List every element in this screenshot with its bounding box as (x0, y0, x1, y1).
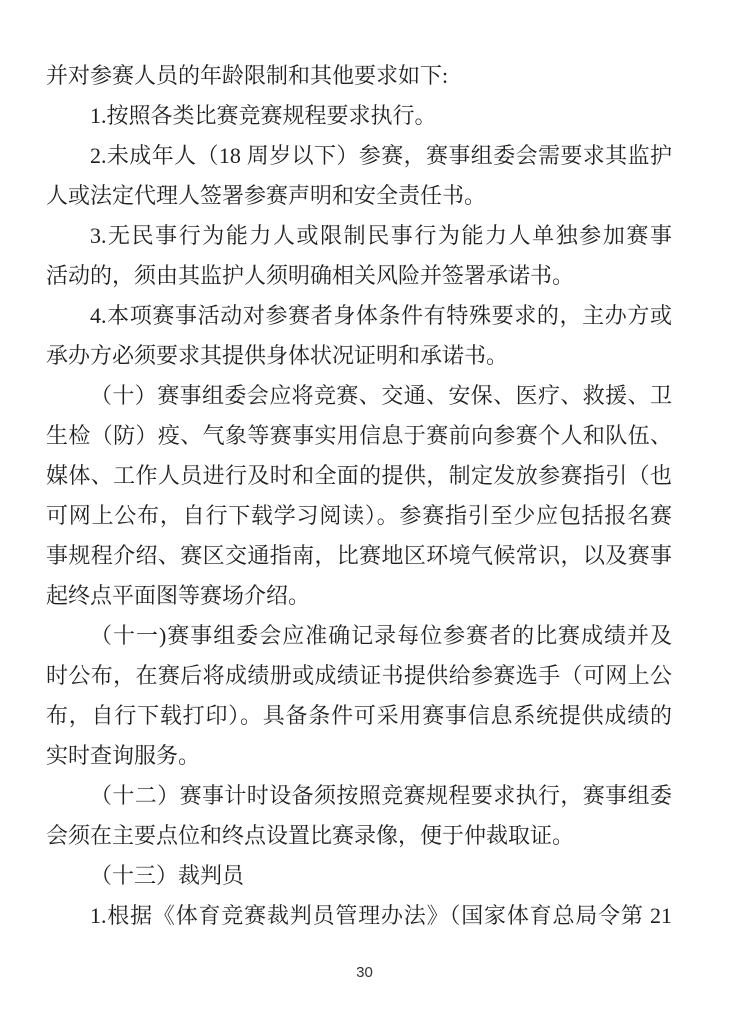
text-line: 时公布，在赛后将成绩册或成绩证书提供给参赛选手（可网上公 (46, 663, 672, 688)
text-line: 事规程介绍、赛区交通指南，比赛地区环境气候常识，以及赛事 (46, 543, 672, 568)
text-line: 1.按照各类比赛竞赛规程要求执行。 (90, 103, 437, 128)
text-line: 实时查询服务。 (46, 743, 201, 768)
text-line: （十二）赛事计时设备须按照竞赛规程要求执行，赛事组委 (90, 783, 672, 808)
text-line: 可网上公布，自行下载学习阅读）。参赛指引至少应包括报名赛 (46, 503, 672, 528)
text-line: 人或法定代理人签署参赛声明和安全责任书。 (46, 183, 487, 208)
text-line: 1.根据《体育竞赛裁判员管理办法》（国家体育总局令第 21 (90, 903, 672, 928)
text-line: 2.未成年人（18 周岁以下）参赛，赛事组委会需要求其监护 (90, 143, 672, 168)
text-line: 活动的，须由其监护人须明确相关风险并签署承诺书。 (46, 263, 575, 288)
text-line: 会须在主要点位和终点设置比赛录像，便于仲裁取证。 (46, 823, 575, 848)
text-line: （十三）裁判员 (90, 863, 245, 888)
text-line: （十一)赛事组委会应准确记录每位参赛者的比赛成绩并及 (90, 623, 672, 648)
text-line: 生检（防）疫、气象等赛事实用信息于赛前向参赛个人和队伍、 (46, 423, 672, 448)
page-footer (0, 964, 729, 982)
text-line: 承办方必须要求其提供身体状况证明和承诺书。 (46, 343, 509, 368)
text-line: 媒体、工作人员进行及时和全面的提供，制定发放参赛指引（也 (46, 463, 672, 488)
page-body (46, 56, 672, 936)
text-line: 并对参赛人员的年龄限制和其他要求如下: (46, 63, 449, 88)
page-number: 30 (356, 964, 373, 981)
text-line: （十）赛事组委会应将竞赛、交通、安保、医疗、救援、卫 (90, 383, 672, 408)
text-line: 4.本项赛事活动对参赛者身体条件有特殊要求的，主办方或 (90, 303, 672, 328)
text-line: 3.无民事行为能力人或限制民事行为能力人单独参加赛事 (90, 223, 672, 248)
text-line: 布，自行下载打印）。具备条件可采用赛事信息系统提供成绩的 (46, 703, 672, 728)
text-line: 起终点平面图等赛场介绍。 (46, 583, 311, 608)
